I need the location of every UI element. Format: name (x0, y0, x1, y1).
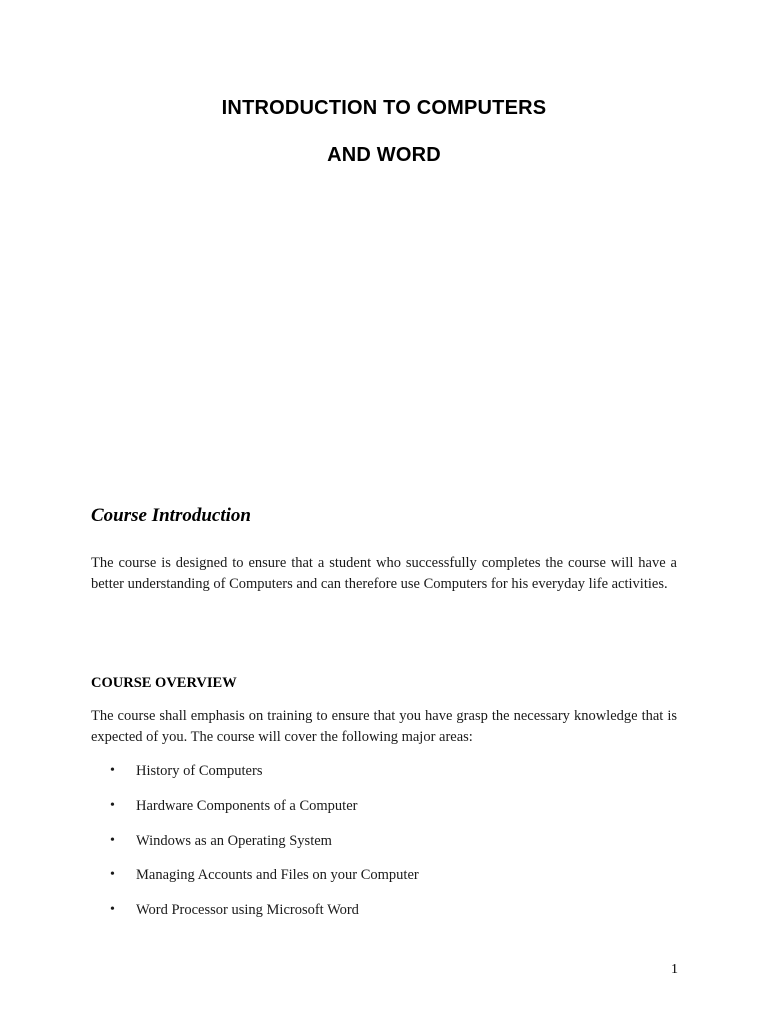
page-number: 1 (671, 962, 678, 977)
document-title-line-2: AND WORD (327, 144, 441, 166)
course-introduction-heading: Course Introduction (91, 505, 251, 526)
bullet-icon: • (110, 902, 115, 917)
list-item-text: Word Processor using Microsoft Word (136, 902, 359, 918)
bullet-icon: • (110, 867, 115, 883)
course-introduction-paragraph: The course is designed to ensure that a student who successfully completes the course will have a better understanding of Computers and can therefore use Computers for his everyday life activities. (91, 555, 677, 592)
course-overview-heading: COURSE OVERVIEW (91, 675, 237, 691)
bullet-icon: • (110, 797, 115, 813)
list-item-text: Hardware Components of a Computer (136, 797, 358, 814)
list-item-text: Managing Accounts and Files on your Computer (136, 867, 419, 884)
bullet-icon: • (110, 763, 115, 778)
course-overview-paragraph: The course shall emphasis on training to ensure that you have grasp the necessary knowledge that is expected of you. The course will cover the following major areas: (91, 708, 677, 745)
document-title-line-1: INTRODUCTION TO COMPUTERS (221, 97, 547, 119)
list-item-text: Windows as an Operating System (136, 832, 332, 849)
bullet-icon: • (110, 832, 115, 848)
list-item-text: History of Computers (136, 763, 263, 779)
